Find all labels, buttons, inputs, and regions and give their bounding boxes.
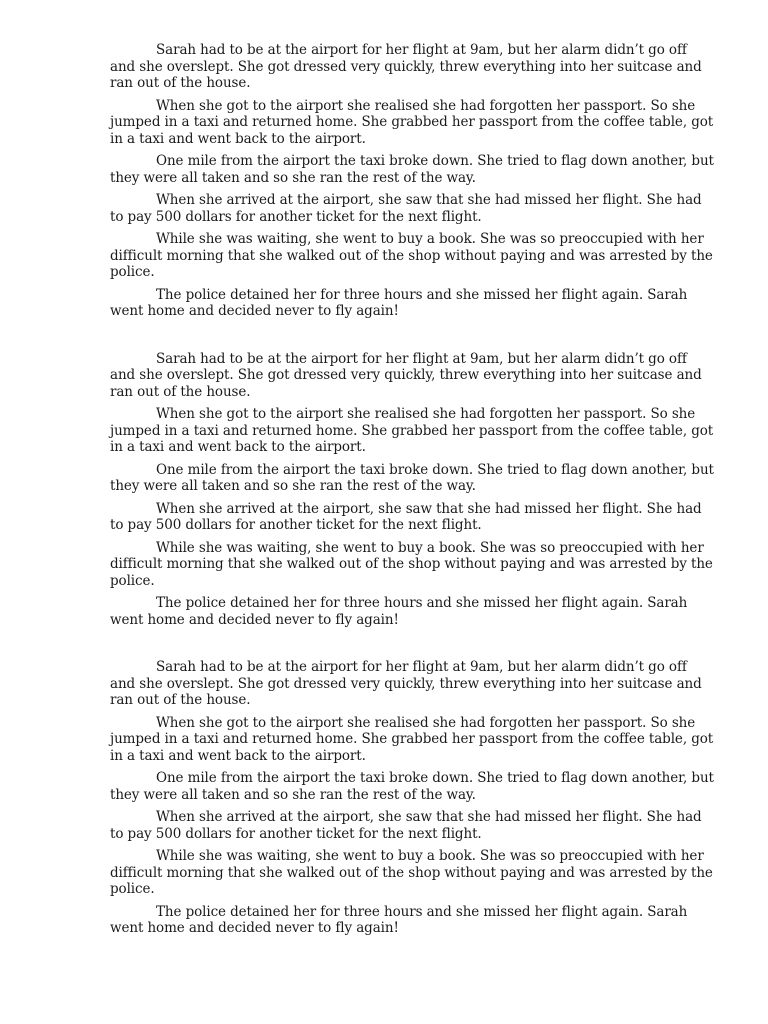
story-paragraph: While she was waiting, she went to buy a book. She was so preoccupied with her difficult morning that she walked out of the shop without paying and was arrested by the police. bbox=[110, 231, 713, 280]
story-paragraph: While she was waiting, she went to buy a book. She was so preoccupied with her difficult morning that she walked out of the shop without paying and was arrested by the police. bbox=[110, 848, 713, 897]
story-paragraph: The police detained her for three hours and she missed her flight again. Sarah went home and decided never to fly again! bbox=[110, 595, 688, 628]
document-body bbox=[110, 42, 714, 937]
story-paragraph: One mile from the airport the taxi broke down. She tried to flag down another, but they were all taken and so she ran the rest of the way. bbox=[110, 770, 714, 803]
story-block-2 bbox=[110, 351, 714, 629]
story-paragraph: When she got to the airport she realised she had forgotten her passport. So she jumped in a taxi and returned home. She grabbed her passport from the coffee table, got in a taxi and went back to the airport. bbox=[110, 406, 714, 455]
story-paragraph: One mile from the airport the taxi broke down. She tried to flag down another, but they were all taken and so she ran the rest of the way. bbox=[110, 461, 714, 494]
story-paragraph: When she got to the airport she realised she had forgotten her passport. So she jumped in a taxi and returned home. She grabbed her passport from the coffee table, got in a taxi and went back to the airport. bbox=[110, 714, 714, 764]
story-paragraph: When she arrived at the airport, she saw that she had missed her flight. She had to pay 500 dollars for another ticket for the next flight. bbox=[110, 500, 702, 533]
story-paragraph: When she arrived at the airport, she saw that she had missed her flight. She had to pay 500 dollars for another ticket for the next flight. bbox=[110, 809, 702, 842]
story-paragraph: Sarah had to be at the airport for her flight at 9am, but her alarm didn’t go off and she overslept. She got dressed very quickly, threw everything into her suitcase and ran out of the house. bbox=[110, 350, 702, 400]
story-paragraph: Sarah had to be at the airport for her flight at 9am, but her alarm didn’t go off and she overslept. She got dressed very quickly, threw everything into her suitcase and ran out of the house. bbox=[110, 42, 702, 91]
story-paragraph: The police detained her for three hours and she missed her flight again. Sarah went home and decided never to fly again! bbox=[110, 903, 688, 936]
story-block-3 bbox=[110, 659, 714, 937]
story-paragraph: While she was waiting, she went to buy a book. She was so preoccupied with her difficult morning that she walked out of the shop without paying and was arrested by the police. bbox=[110, 539, 713, 589]
story-block-1 bbox=[110, 42, 714, 320]
story-paragraph: One mile from the airport the taxi broke down. She tried to flag down another, but they were all taken and so she ran the rest of the way. bbox=[110, 153, 714, 186]
story-paragraph: Sarah had to be at the airport for her flight at 9am, but her alarm didn’t go off and she overslept. She got dressed very quickly, threw everything into her suitcase and ran out of the house. bbox=[110, 659, 702, 708]
story-paragraph: When she got to the airport she realised she had forgotten her passport. So she jumped in a taxi and returned home. She grabbed her passport from the coffee table, got in a taxi and went back to the airport. bbox=[110, 97, 714, 147]
story-paragraph: The police detained her for three hours and she missed her flight again. Sarah went home and decided never to fly again! bbox=[110, 286, 688, 319]
story-paragraph: When she arrived at the airport, she saw that she had missed her flight. She had to pay 500 dollars for another ticket for the next flight. bbox=[110, 192, 702, 225]
